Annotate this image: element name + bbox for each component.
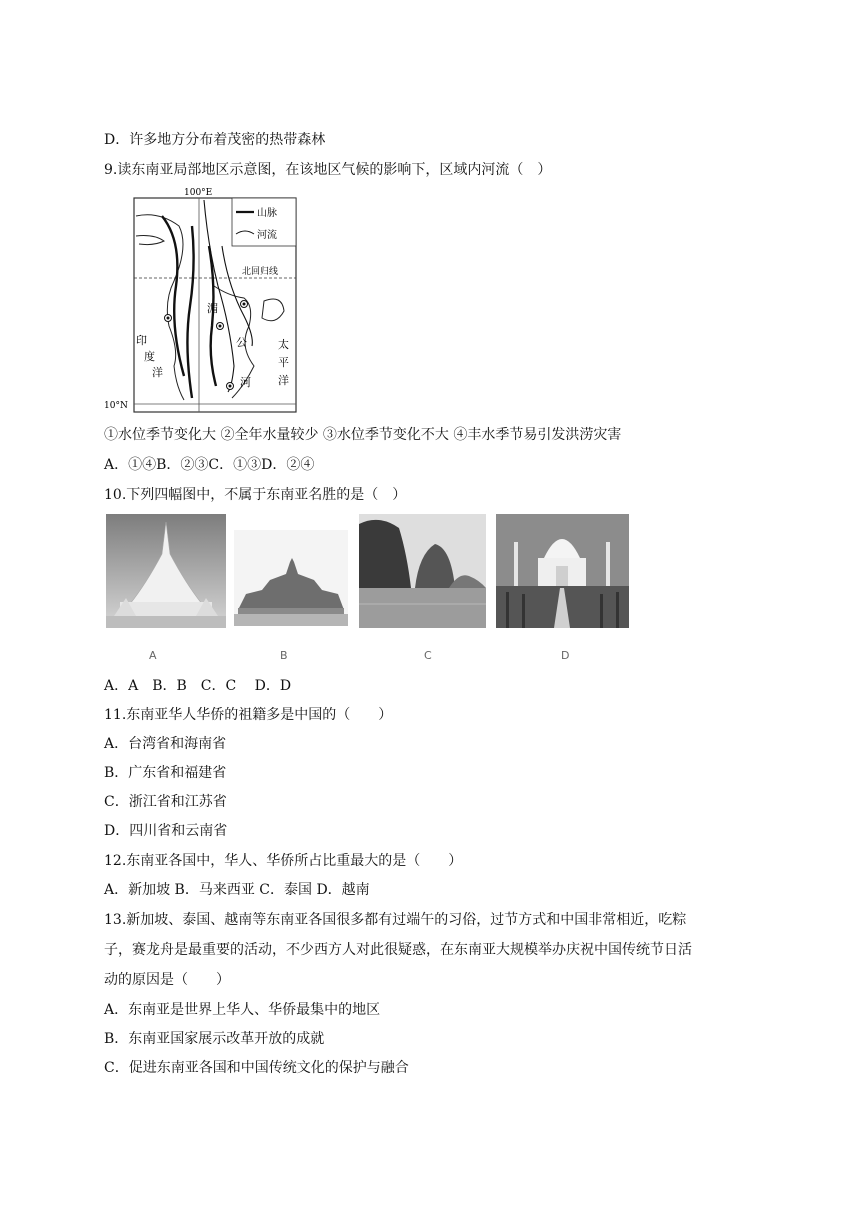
tropic-label: 北回归线	[242, 267, 279, 277]
q13-option-b: B．东南亚国家展示改革开放的成就	[104, 1031, 325, 1047]
q11-option-c: C．浙江省和江苏省	[104, 794, 227, 810]
indian-ocean-char-3: 洋	[152, 366, 163, 379]
q13-stem-line-1: 13.新加坡、泰国、越南等东南亚各国很多都有过端午的习俗，过节方式和中国非常相近，吃粽	[104, 912, 687, 928]
pacific-char-1: 太	[278, 338, 289, 351]
photo-b-borobudur	[234, 530, 348, 626]
pacific-char-3: 洋	[278, 374, 289, 387]
pacific-char-2: 平	[278, 356, 289, 369]
q11-option-b: B．广东省和福建省	[104, 765, 227, 781]
photo-label-d: D	[561, 649, 570, 662]
lon-label: 100°E	[184, 188, 213, 198]
photo-label-a: A	[149, 649, 157, 662]
southeast-asia-map	[104, 186, 299, 418]
mekong-char-1: 湄	[207, 302, 218, 315]
mekong-char-3: 河	[240, 376, 251, 389]
photo-c-halong-bay	[359, 514, 486, 628]
q10-options: A．A B．B C．C D．D	[104, 678, 292, 694]
q9-stem: 9.读东南亚局部地区示意图，在该地区气候的影响下，区域内河流（ ）	[104, 162, 552, 178]
q8-option-d: D．许多地方分布着茂密的热带森林	[104, 132, 326, 148]
q13-stem-line-2: 子，赛龙舟是最重要的活动，不少西方人对此很疑惑，在东南亚大规模举办庆祝中国传统节日活	[104, 942, 692, 958]
q13-option-a: A．东南亚是世界上华人、华侨最集中的地区	[104, 1002, 381, 1018]
indian-ocean-char-1: 印	[136, 334, 147, 347]
q9-options: A．①④B．②③C．①③D．②④	[104, 457, 315, 473]
legend-river-label: 河流	[257, 230, 277, 241]
q10-stem: 10.下列四幅图中，不属于东南亚名胜的是（ ）	[104, 487, 407, 503]
q12-stem: 12.东南亚各国中，华人、华侨所占比重最大的是（ ）	[104, 853, 463, 869]
q13-stem-line-3: 动的原因是（ ）	[104, 972, 230, 988]
q11-stem: 11.东南亚华人华侨的祖籍多是中国的（ ）	[104, 707, 393, 723]
q11-option-a: A．台湾省和海南省	[104, 736, 227, 752]
photo-d-taj-mahal	[496, 514, 629, 628]
legend-mountain-label: 山脉	[257, 208, 277, 219]
q9-statements: ①水位季节变化大 ②全年水量较少 ③水位季节变化不大 ④丰水季节易引发洪涝灾害	[104, 427, 622, 443]
photo-label-b: B	[280, 649, 288, 662]
lat-label: 10°N	[104, 401, 128, 411]
q12-options: A．新加坡 B．马来西亚 C．泰国 D．越南	[104, 882, 370, 898]
mekong-char-2: 公	[236, 336, 247, 349]
indian-ocean-char-2: 度	[144, 350, 155, 363]
photo-a-pagoda	[106, 514, 226, 628]
q13-option-c: C．促进东南亚各国和中国传统文化的保护与融合	[104, 1060, 409, 1076]
q11-option-d: D．四川省和云南省	[104, 823, 228, 839]
photo-label-c: C	[424, 649, 432, 662]
